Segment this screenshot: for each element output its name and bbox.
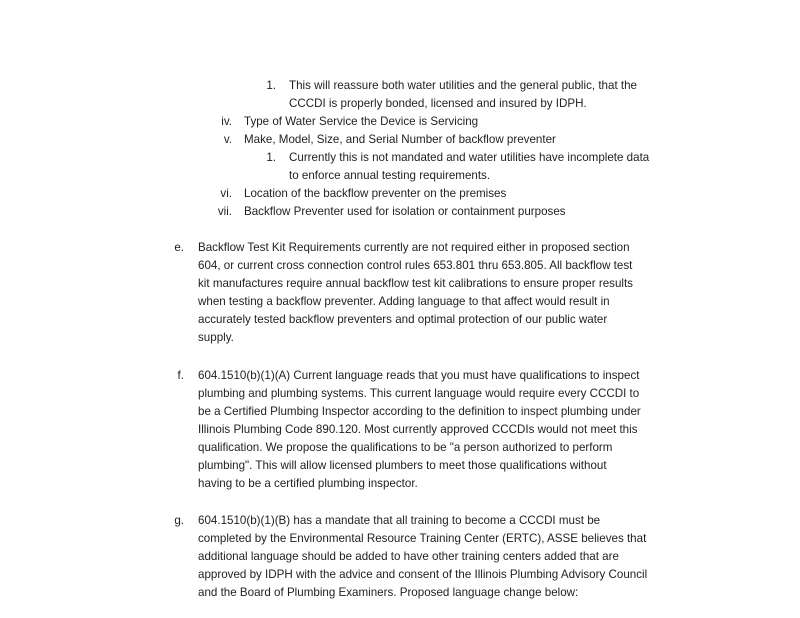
list-marker: vi.	[220, 187, 232, 200]
text-line: plumbing". This will allow licensed plumbers to meet those qualifications without	[198, 459, 607, 472]
list-marker: v.	[223, 133, 232, 146]
text-line: CCCDI is properly bonded, licensed and insured by IDPH.	[289, 97, 587, 110]
text-line: Backflow Test Kit Requirements currently are not required either in proposed section	[198, 241, 630, 254]
text-line: and the Board of Plumbing Examiners. Proposed language change below:	[198, 586, 579, 599]
list-marker: f.	[177, 369, 184, 382]
text-line: when testing a backflow preventer. Adding language to that affect would result in	[198, 295, 610, 308]
list-item-text: Location of the backflow preventer on the premises	[244, 187, 507, 200]
sub-item-text	[289, 77, 637, 113]
list-marker: e.	[174, 241, 184, 254]
text-line: accurately tested backflow preventers and optimal protection of our public water	[198, 313, 608, 326]
text-line: Currently this is not mandated and water utilities have incomplete data	[289, 151, 650, 164]
text-line: supply.	[198, 331, 234, 344]
paragraph-e	[198, 239, 633, 347]
list-marker: g.	[174, 514, 184, 527]
list-marker: vii.	[217, 205, 232, 218]
text-line: having to be a certified plumbing inspector.	[198, 477, 418, 490]
list-marker: 1.	[266, 79, 276, 92]
sub-item-text	[289, 149, 649, 185]
text-line: 604.1510(b)(1)(B) has a mandate that all training to become a CCCDI must be	[198, 514, 601, 527]
text-line: approved by IDPH with the advice and consent of the Illinois Plumbing Advisory Council	[198, 568, 648, 581]
text-line: plumbing and plumbing systems. This current language would require every CCCDI to	[198, 387, 640, 400]
paragraph-g	[198, 512, 647, 602]
text-line: 604.1510(b)(1)(A) Current language reads that you must have qualifications to inspect	[198, 369, 640, 382]
text-line: to enforce annual testing requirements.	[289, 169, 491, 182]
list-item-text: Type of Water Service the Device is Servicing	[244, 115, 479, 128]
text-line: additional language should be added to have other training centers added that are	[198, 550, 619, 563]
paragraph-f	[198, 367, 641, 493]
text-line: This will reassure both water utilities and the general public, that the	[289, 79, 637, 92]
text-line: kit manufactures require annual backflow test kit calibrations to ensure proper results	[198, 277, 633, 290]
list-marker: iv.	[221, 115, 232, 128]
list-item-text: Backflow Preventer used for isolation or containment purposes	[244, 205, 566, 218]
list-item-text: Make, Model, Size, and Serial Number of backflow preventer	[244, 133, 556, 146]
text-line: Illinois Plumbing Code 890.120. Most currently approved CCCDIs would not meet this	[198, 423, 638, 436]
text-line: completed by the Environmental Resource Training Center (ERTC), ASSE believes that	[198, 532, 647, 545]
text-line: qualification. We propose the qualifications to be "a person authorized to perform	[198, 441, 613, 454]
text-line: 604, or current cross connection control rules 653.801 thru 653.805. All backflow test	[198, 259, 633, 272]
list-marker: 1.	[266, 151, 276, 164]
text-line: be a Certified Plumbing Inspector according to the definition to inspect plumbing under	[198, 405, 641, 418]
